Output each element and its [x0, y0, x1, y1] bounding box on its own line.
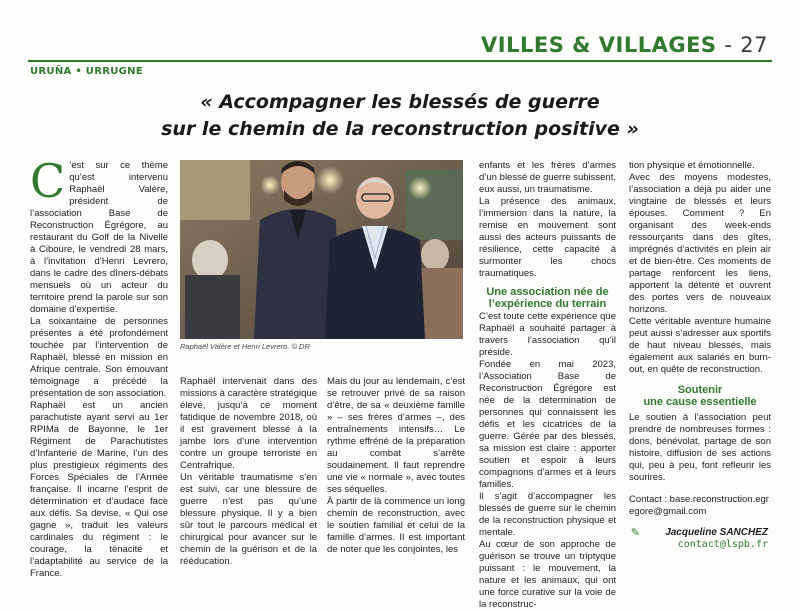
- subheading: Une association née de l’expérience du terrain: [486, 286, 609, 310]
- paragraph: À partir de là commence un long chemin de reconstruction, avec le soutien familial et celui de la famille d’armes. Il est important de noter que les conjointes, les: [327, 496, 465, 555]
- location-tag: URUÑA • URRUGNE: [30, 66, 143, 77]
- photo-illustration: [180, 160, 463, 339]
- paragraph: Raphaël est un ancien parachutiste ayant servi au 1er RPIMa de Bayonne, le 1er Régiment de Parachutistes d’Infanterie de Marine, l’un des plus prestigieux régiments des Forces Spéciales de l’Armée française. Il incarne l’esprit de détermination et d’audace face aux défis. Sa devise, « Qui ose gagne », traduit les valeurs cardinales du régiment : le courage, la ténacité et l’adaptabilité au service de la France.: [30, 400, 168, 579]
- paragraph: Cette véritable aventure humaine peut aussi s’adresser aux sportifs de haut niveau blessés, mais également aux salariés en burn-out, en quête de reconstruction.: [629, 316, 771, 375]
- photo-caption: Raphaël Valère et Henri Levrero. © DR: [180, 342, 310, 351]
- paragraph: C’est toute cette expérience que Raphaël a souhaité partager à travers l’association qu’il préside.: [479, 311, 616, 358]
- paragraph: Mais du jour au lendemain, c’est se retrouver privé de sa raison d’être, de sa « deuxième famille » – ses frères d’armes –, des entraînements intensifs… Le rythme effréné de la préparation au combat s’arrête soudainement. Il faut reprendre une vie « normale », avec toutes ses séquelles.: [327, 376, 465, 495]
- subheading-line-1: Soutenir: [677, 384, 723, 396]
- paragraph: Un véritable traumatisme s’en est suivi, car une blessure de guerre n’est pas qu’une blessure physique. Il y a bien sûr tout le parcours médical et chirurgical pour avancer sur le chemin de la guérison et de la rééducation.: [180, 472, 317, 567]
- paragraph: Au cœur de son approche de guérison se trouve un triptyque puissant : le mouvement, la nature et les animaux, qui ont une force curative sur la voie de la reconstruc-: [479, 539, 616, 610]
- article-headline: [40, 89, 760, 143]
- article-column-5: [629, 160, 771, 522]
- paragraph: Le soutien à l’association peut prendre de nombreuses formes : dons, bénévolat, partage de son histoire, diffusion de ses actions qui, peu à peu, font refleurir les sourires.: [629, 412, 771, 483]
- article-photo: [180, 160, 463, 339]
- article-column-2: [180, 376, 317, 567]
- section-separator: -: [724, 33, 733, 57]
- section-title: [481, 33, 768, 57]
- subheading-line-2: une cause essentielle: [643, 396, 757, 408]
- paragraph: La soixantaine de personnes présentes a été profondément touchée par l’intervention de Raphaël, blessé en mission en Afrique centrale. Son émouvant témoignage a précédé la présentation de son association.: [30, 316, 168, 399]
- paragraph: Avec des moyens modestes, l’association a déjà pu aider une vingtaine de blessés et leurs épouses. Comment ? En organisant des week-ends ressourçants dans des gîtes, imprégnés d’activités en plein air et de bien-être. Ces moments de partage renforcent les liens, apportent la détente et ouvrent des portes vers de nouveaux horizons.: [629, 172, 771, 315]
- author-signature: Jacqueline SANCHEZ: [665, 527, 768, 538]
- article-column-1: [30, 154, 168, 579]
- publication-email[interactable]: contact@lspb.fr: [677, 539, 768, 550]
- article-column-4: [479, 160, 616, 610]
- section-name: VILLES & VILLAGES: [481, 33, 717, 57]
- headline-line-2: sur le chemin de la reconstruction positive »: [161, 118, 639, 140]
- paragraph: Raphaël intervenait dans des missions à caractère stratégique élevé, jusqu’à ce moment fatidique de novembre 2018, où il est gravement blessé à la jambe lors d’une intervention contre un groupe terroriste en Centrafrique.: [180, 376, 317, 471]
- contact-email[interactable]: base.reconstruction.egregore@gmail.com: [629, 494, 769, 517]
- headline-line-1: « Accompagner les blessés de guerre: [200, 91, 600, 113]
- paragraph: tion physique et émotionnelle.: [629, 160, 755, 171]
- paragraph: La présence des animaux, l’immersion dans la nature, la remise en mouvement sont aussi des acteurs puissants de résilience, cette capacité à surmonter les chocs traumatiques.: [479, 196, 616, 279]
- contact-label: Contact :: [629, 494, 668, 505]
- header-rule: [28, 60, 772, 62]
- paragraph: Fondée en mai 2023, l’Association Base de Reconstruction Égrégore est née de la détermination de personnes qui connaissent les défis et les cicatrices de la guerre. Gérée par des blessés, sa mission est claire : apporter soutien et espoir à leurs compagnons d’armes et à leurs familles.: [479, 359, 616, 490]
- paragraph-text: ’est sur ce thème qu’est intervenu Raphaël Valère, président de l’association Base de Reconstruction Égrégore, au restaurant du Golf de la Nivelle à Ciboure, le vendredi 28 mars, à l’invitation d’Henri Levrero, dans le cadre des dîners-débats mensuels où un acteur du territoire prend la parole sur son domaine d’expertise.: [30, 160, 168, 315]
- drop-cap: C: [30, 154, 66, 208]
- paragraph: Il s’agit d’accompagner les blessés de guerre sur le chemin de la reconstruction physique et mentale.: [479, 491, 616, 538]
- page-number: 27: [740, 33, 768, 57]
- article-column-3: [327, 376, 465, 555]
- contact-line: [629, 494, 771, 518]
- pen-icon: ✎: [630, 526, 640, 539]
- paragraph: [30, 154, 168, 316]
- paragraph: enfants et les frères d’armes d’un blessé de guerre subissent, eux aussi, un traumatisme.: [479, 160, 616, 195]
